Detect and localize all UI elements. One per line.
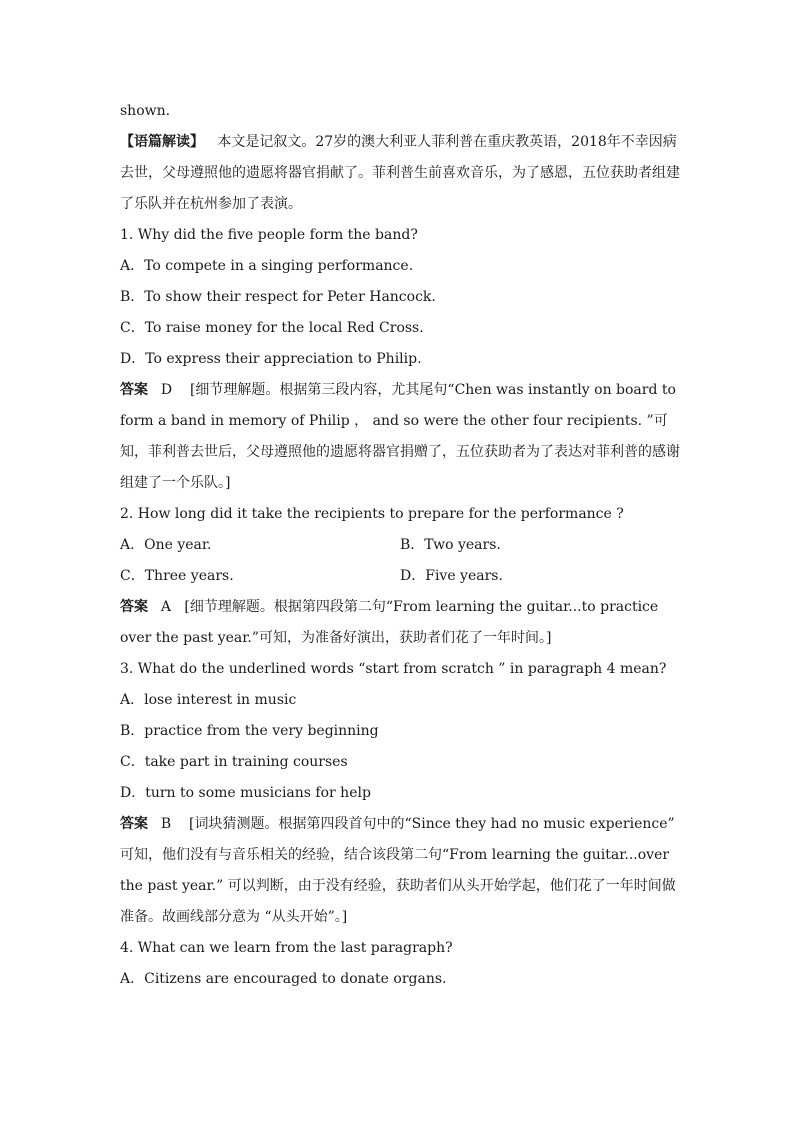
question-1-stem: 1. Why did the five people form the band? — [120, 227, 418, 243]
question-3-option-b: B．practice from the very beginning — [120, 723, 379, 739]
answer-explanation: [细节理解题。根据第三段内容，尤其尾句“Chen was instantly on board to form a band in memory of Philip ， and so were the other four recipients. ”可知，菲利普去世后，父母遵照他的遗愿将器官捐赠了，五位获助者为了表达对菲利普的感谢组建了一个乐队。] — [120, 382, 680, 491]
question-3-stem: 3. What do the underlined words “start from scratch ” in paragraph 4 mean? — [120, 661, 667, 677]
analysis-label: 【语篇解读】 — [120, 134, 204, 150]
question-3-option-c: C．take part in training courses — [120, 754, 348, 770]
question-3-answer — [120, 809, 680, 933]
question-2-option-d: D．Five years. — [400, 568, 503, 584]
analysis-paragraph — [120, 127, 680, 220]
question-3-option-d: D．turn to some musicians for help — [120, 785, 371, 801]
intro-tail: shown. — [120, 103, 171, 119]
question-2-option-a: A．One year. — [120, 537, 212, 553]
answer-letter: A — [160, 599, 172, 615]
question-4-option-a: A．Citizens are encouraged to donate organs. — [120, 971, 447, 987]
question-2-options-row-2 — [120, 561, 680, 592]
question-1-option-c: C．To raise money for the local Red Cross. — [120, 320, 424, 336]
answer-explanation: [细节理解题。根据第四段第二句“From learning the guitar...to practice over the past year.”可知，为准备好演出，获助者们花了一年时间。] — [120, 599, 659, 646]
analysis-text: 本文是记叙文。27岁的澳大利亚人菲利普在重庆教英语，2018年不幸因病去世，父母遵照他的遗愿将器官捐献了。菲利普生前喜欢音乐，为了感恩，五位获助者组建了乐队并在杭州参加了表演。 — [120, 134, 680, 212]
question-1-option-a: A．To compete in a singing performance. — [120, 258, 414, 274]
question-1-answer — [120, 375, 680, 499]
answer-label: 答案 — [120, 816, 148, 832]
question-2-option-c: C．Three years. — [120, 568, 234, 584]
question-2-options-row-1 — [120, 530, 680, 561]
answer-letter: B — [160, 816, 172, 832]
document-page — [120, 96, 680, 995]
question-1-option-b: B．To show their respect for Peter Hancock. — [120, 289, 436, 305]
question-2-stem: 2. How long did it take the recipients to prepare for the performance ? — [120, 506, 624, 522]
answer-label: 答案 — [120, 382, 148, 398]
question-3-option-a: A．lose interest in music — [120, 692, 297, 708]
question-2-answer — [120, 592, 680, 654]
question-1-option-d: D．To express their appreciation to Philip. — [120, 351, 422, 367]
answer-letter: D — [160, 382, 173, 398]
question-4-stem: 4. What can we learn from the last paragraph? — [120, 940, 453, 956]
answer-explanation: [词块猜测题。根据第四段首句中的“Since they had no music experience” 可知，他们没有与音乐相关的经验，结合该段第二句“From learning the guitar...over the past year.” 可以判断，由于没有经验，获助者们从头开始学起，他们花了一年时间做准备。故画线部分意为 “从头开始”。] — [120, 816, 676, 925]
answer-label: 答案 — [120, 599, 148, 615]
question-2-option-b: B．Two years. — [400, 537, 501, 553]
